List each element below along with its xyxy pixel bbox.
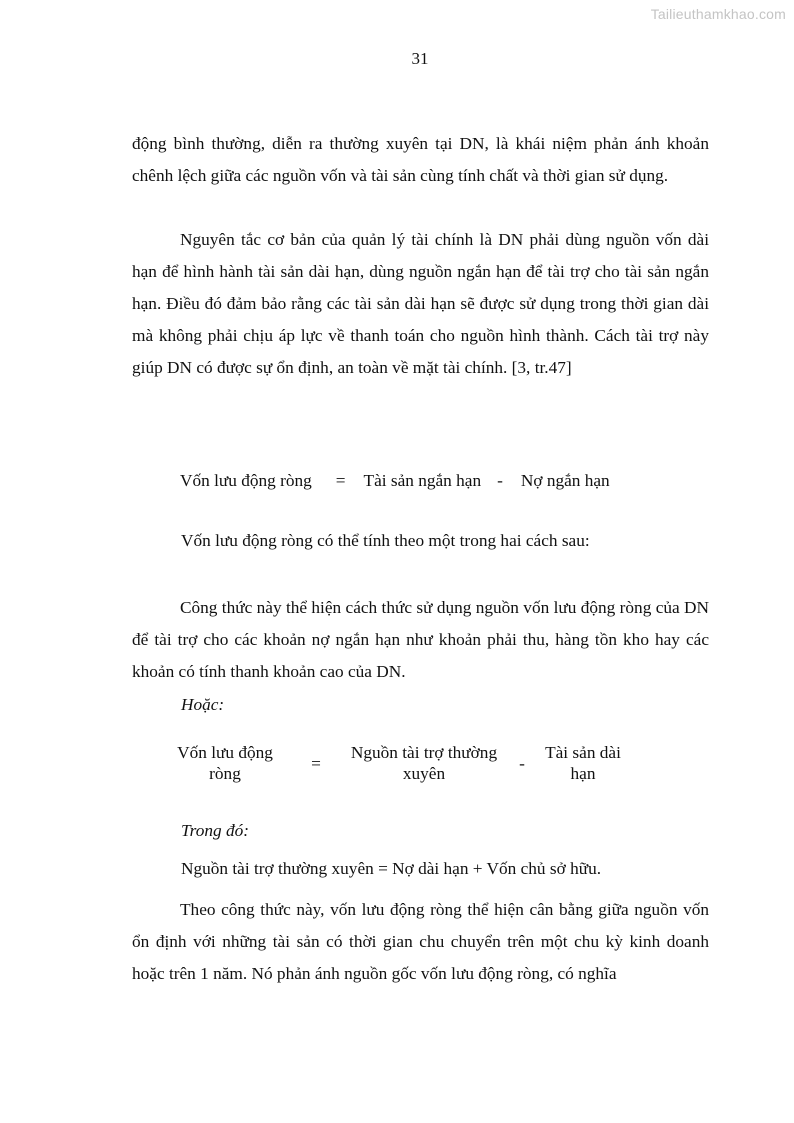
- formula-2-term-2: [532, 742, 634, 784]
- paragraph-3: Công thức này thể hiện cách thức sử dụng nguồn vốn lưu động ròng của DN để tài trợ cho các khoản nợ ngắn hạn như khoản phải thu, hàng tồn kho hay các khoản có tính thanh khoản cao của DN.: [132, 598, 709, 681]
- formula-net-working-capital: [180, 466, 610, 496]
- formula-1-term-1: Tài sản ngắn hạn: [363, 471, 482, 490]
- paragraph-2: Nguyên tắc cơ bản của quản lý tài chính là DN phải dùng nguồn vốn dài hạn để hình hành tài sản dài hạn, dùng nguồn ngắn hạn để tài trợ cho tài sản ngắn hạn. Điều đó đảm bảo rằng các tài sản dài hạn sẽ được sử dụng trong thời gian dài mà không phải chịu áp lực về thanh toán cho nguồn hình thành. Cách tài trợ này giúp DN có được sự ổn định, an toàn về mặt tài chính. [3, tr.47]: [132, 230, 709, 377]
- formula-1-lhs: Vốn lưu động ròng: [180, 471, 312, 490]
- formula-2-lhs-line-1: Vốn lưu động: [177, 743, 273, 762]
- trong-do-label: Trong đó:: [181, 821, 250, 840]
- formula-2-term-2-line-2: hạn: [570, 764, 596, 783]
- formula-1-minus: -: [497, 471, 503, 490]
- paragraph-4: Theo công thức này, vốn lưu động ròng thể hiện cân bằng giữa nguồn vốn ổn định với những tài sản có thời gian chu chuyển trên một chu kỳ kinh doanh hoặc trên 1 năm. Nó phản ánh nguồn gốc vốn lưu động ròng, có nghĩa: [132, 900, 709, 983]
- nguon-line: Nguồn tài trợ thường xuyên = Nợ dài hạn + Vốn chủ sở hữu.: [181, 859, 602, 878]
- formula-2-term-2-line-1: Tài sản dài: [545, 743, 621, 762]
- ways-line: Vốn lưu động ròng có thể tính theo một trong hai cách sau:: [181, 531, 590, 550]
- formula-2-minus: -: [519, 754, 525, 773]
- formula-2-equals: =: [311, 754, 321, 773]
- formula-net-working-capital-alt: [150, 742, 650, 788]
- formula-2-term-1-line-2: xuyên: [402, 764, 446, 783]
- formula-1-term-2: Nợ ngắn hạn: [520, 471, 610, 490]
- formula-2-term-1: [336, 742, 512, 784]
- formula-1-equals: =: [335, 471, 346, 490]
- formula-2-lhs-line-2: ròng: [209, 764, 241, 783]
- formula-2-term-1-line-1: Nguồn tài trợ thường: [350, 743, 498, 762]
- page-number: 31: [411, 49, 429, 68]
- watermark: Tailieuthamkhao.com: [650, 6, 786, 22]
- hoac-label: Hoặc:: [181, 695, 225, 714]
- paragraph-1: động bình thường, diễn ra thường xuyên tại DN, là khái niệm phản ánh khoản chênh lệch giữa các nguồn vốn và tài sản cùng tính chất và thời gian sử dụng.: [132, 134, 709, 185]
- formula-2-lhs: [160, 742, 290, 784]
